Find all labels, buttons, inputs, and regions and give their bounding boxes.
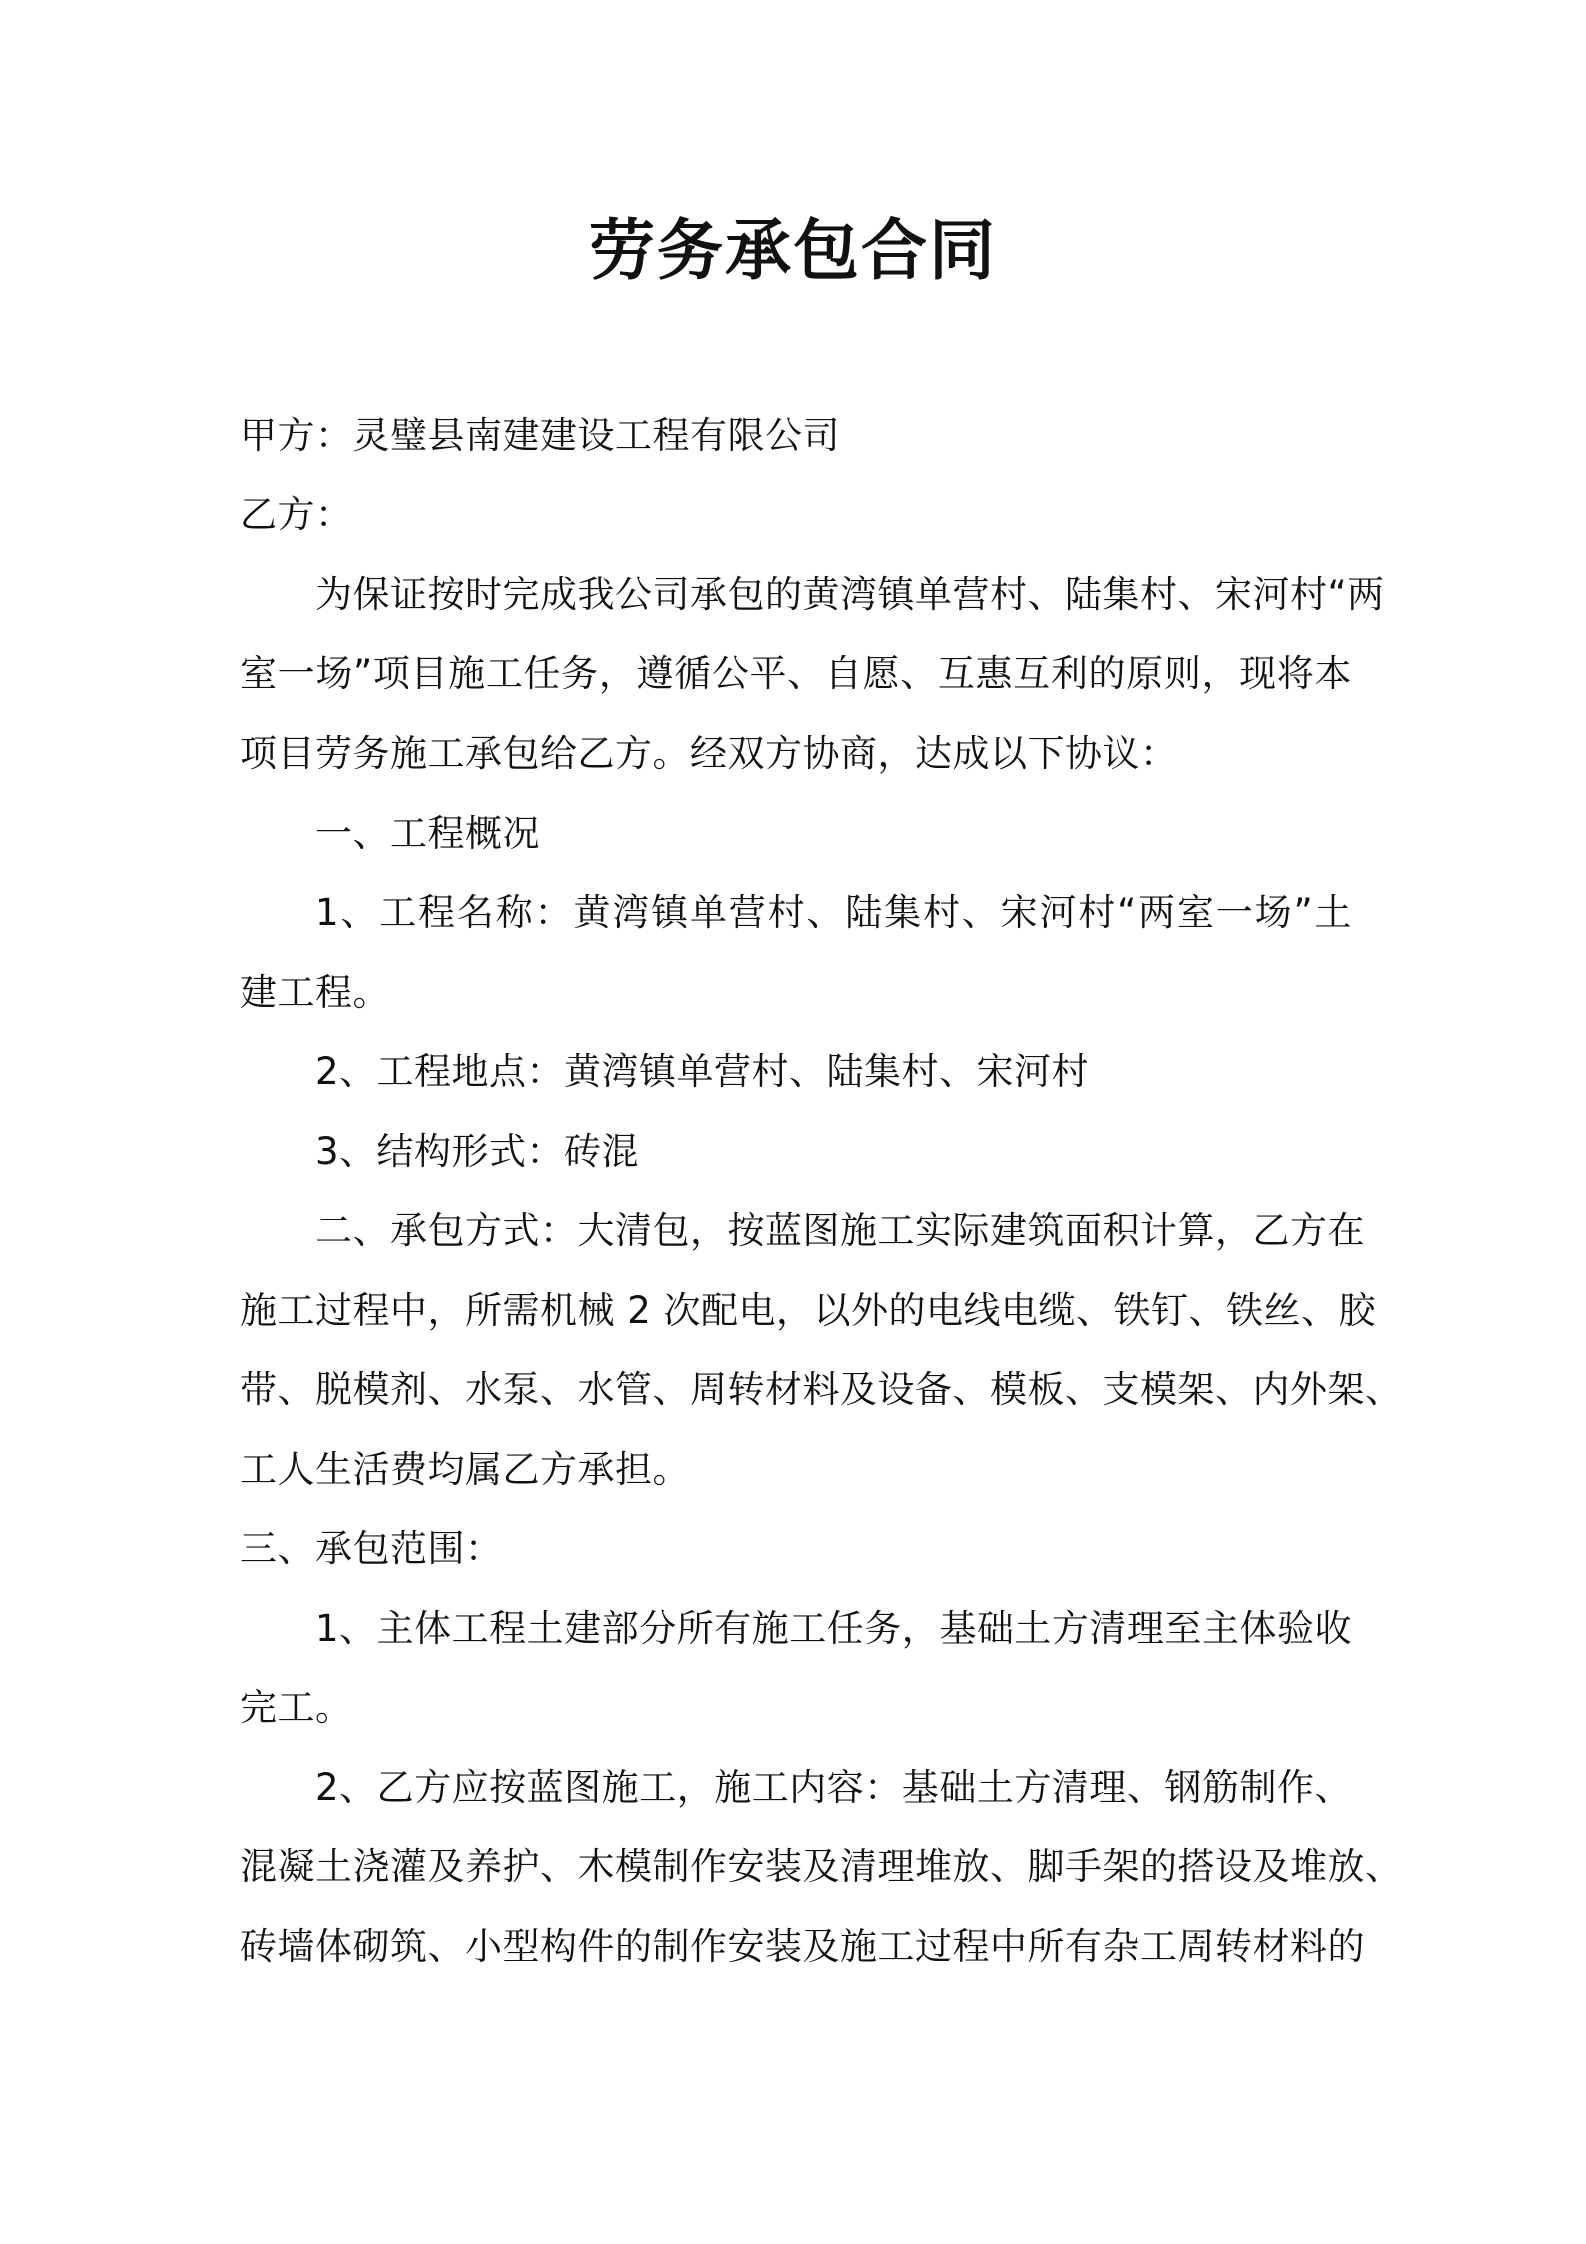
preamble-line-1: 为保证按时完成我公司承包的黄湾镇单营村、陆集村、宋河村“两 xyxy=(315,573,1385,616)
section-3-heading: 三、承包范围： xyxy=(240,1527,503,1570)
structure-type-line: 3、结构形式：砖混 xyxy=(315,1130,640,1173)
scope-item-2-line-3: 砖墙体砌筑、小型构件的制作安装及施工过程中所有杂工周转材料的 xyxy=(240,1925,1365,1968)
scope-item-1-line-2: 完工。 xyxy=(240,1686,353,1729)
preamble-line-3: 项目劳务施工承包给乙方。经双方协商，达成以下协议： xyxy=(240,732,1178,775)
party-b-line: 乙方： xyxy=(240,493,353,536)
project-location-line: 2、工程地点：黄湾镇单营村、陆集村、宋河村 xyxy=(315,1050,1090,1093)
section-2-line-3: 带、脱模剂、水泵、水管、周转材料及设备、模板、支模架、内外架、 xyxy=(240,1368,1403,1411)
preamble-line-2: 室一场”项目施工任务，遵循公平、自愿、互惠互利的原则，现将本 xyxy=(240,652,1352,695)
scope-item-1-line-1: 1、主体工程土建部分所有施工任务，基础土方清理至主体验收 xyxy=(315,1607,1352,1650)
scope-item-2-line-2: 混凝土浇灌及养护、木模制作安装及清理堆放、脚手架的搭设及堆放、 xyxy=(240,1845,1403,1888)
section-2-line-4: 工人生活费均属乙方承担。 xyxy=(240,1448,690,1491)
document-title: 劳务承包合同 xyxy=(589,212,997,289)
project-name-line-1: 1、工程名称：黄湾镇单营村、陆集村、宋河村“两室一场”土 xyxy=(315,891,1352,934)
section-1-heading: 一、工程概况 xyxy=(315,812,540,855)
section-2-line-1: 二、承包方式：大清包，按蓝图施工实际建筑面积计算，乙方在 xyxy=(315,1209,1365,1252)
scope-item-2-line-1: 2、乙方应按蓝图施工，施工内容：基础土方清理、钢筋制作、 xyxy=(315,1766,1352,1809)
project-name-line-2: 建工程。 xyxy=(240,971,390,1014)
party-a-line: 甲方：灵璧县南建建设工程有限公司 xyxy=(240,414,840,457)
section-2-line-2: 施工过程中，所需机械 2 次配电，以外的电线电缆、铁钉、铁丝、胶 xyxy=(240,1289,1377,1332)
